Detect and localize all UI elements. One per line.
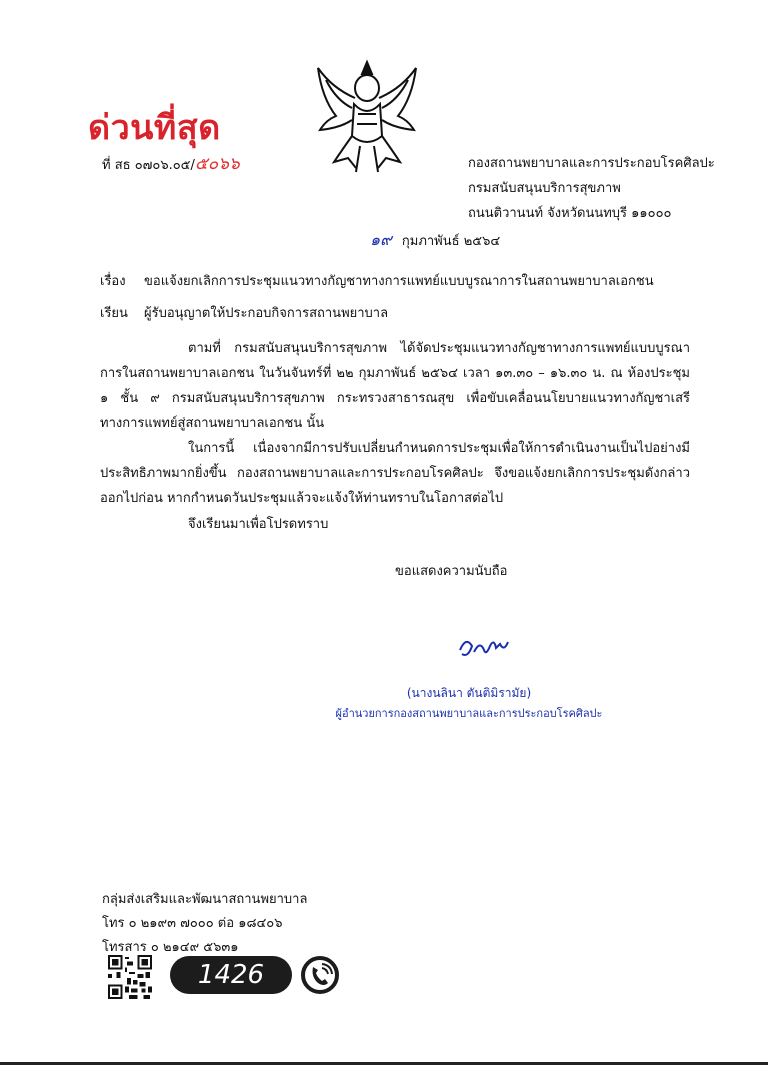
body-paragraph-3: จึงเรียนมาเพื่อโปรดทราบ	[188, 517, 329, 532]
agency-line-1: กองสถานพยาบาลและการประกอบโรคศิลปะ	[468, 156, 715, 171]
agency-line-2: กรมสนับสนุนบริการสุขภาพ	[468, 181, 621, 196]
signatory-position: ผู้อำนวยการกองสถานพยาบาลและการประกอบโรคศิลปะ	[335, 707, 603, 720]
page-bottom-border	[0, 1062, 768, 1065]
closing-salutation: ขอแสดงความนับถือ	[395, 564, 508, 579]
footer-fax: โทรสาร ๐ ๒๑๔๙ ๕๖๓๑	[102, 940, 239, 955]
hotline-badge: 1426	[170, 956, 292, 994]
footer-phone: โทร ๐ ๒๑๙๓ ๗๐๐๐ ต่อ ๑๘๔๐๖	[102, 916, 283, 931]
recipient-text: ผู้รับอนุญาตให้ประกอบกิจการสถานพยาบาล	[144, 306, 389, 321]
urgency-stamp: ด่วนที่สุด	[88, 108, 221, 148]
body-paragraph-1: ตามที่ กรมสนับสนุนบริการสุขภาพ ได้จัดประชุมแนวทางกัญชาทางการแพทย์แบบบูรณาการในสถานพยาบาลเอกชน ในวันจันทร์ที่ ๒๒ กุมภาพันธ์ ๒๕๖๔ เวลา ๑๓.๓๐ – ๑๖.๓๐ น. ณ ห้องประชุม ๑ ชั้น ๙ กรมสนับสนุนบริการสุขภาพ กระทรวงสาธารณสุข เพื่อขับเคลื่อนนโยบายแนวทางกัญชาเสรีทางการแพทย์สู่สถานพยาบาลเอกชน นั้น	[100, 341, 690, 431]
document-number-handwritten: ๕๐๖๖	[194, 154, 240, 174]
qr-code-icon	[108, 955, 152, 999]
date-month-year: กุมภาพันธ์ ๒๕๖๔	[401, 234, 501, 249]
footer-department: กลุ่มส่งเสริมและพัฒนาสถานพยาบาล	[102, 892, 308, 907]
body-paragraph-2: ในการนี้ เนื่องจากมีการปรับเปลี่ยนกำหนดการประชุมเพื่อให้การดำเนินงานเป็นไปอย่างมีประสิทธิภาพมากยิ่งขึ้น กองสถานพยาบาลและการประกอบโรคศิลปะ จึงขอแจ้งยกเลิกการประชุมดังกล่าวออกไปก่อน หากกำหนดวันประชุมแล้วจะแจ้งให้ท่านทราบในโอกาสต่อไป	[100, 441, 690, 506]
subject-label: เรื่อง	[100, 274, 126, 289]
agency-line-3: ถนนติวานนท์ จังหวัดนนทบุรี ๑๑๐๐๐	[468, 206, 672, 221]
date-day-handwritten: ๑๙	[370, 230, 392, 249]
subject-text: ขอแจ้งยกเลิกการประชุมแนวทางกัญชาทางการแพทย์แบบบูรณาการในสถานพยาบาลเอกชน	[144, 274, 654, 289]
document-number-text: ที่ สธ ๐๗๐๖.๐๕/	[102, 158, 195, 173]
document-date	[370, 228, 500, 253]
handwritten-signature-icon	[456, 632, 516, 662]
signatory-name: (นางนลินา ตันติมิรามัย)	[406, 686, 532, 700]
document-number	[102, 150, 240, 177]
garuda-emblem-icon	[312, 58, 422, 176]
phone-call-icon	[300, 955, 340, 995]
recipient-label: เรียน	[100, 306, 128, 321]
